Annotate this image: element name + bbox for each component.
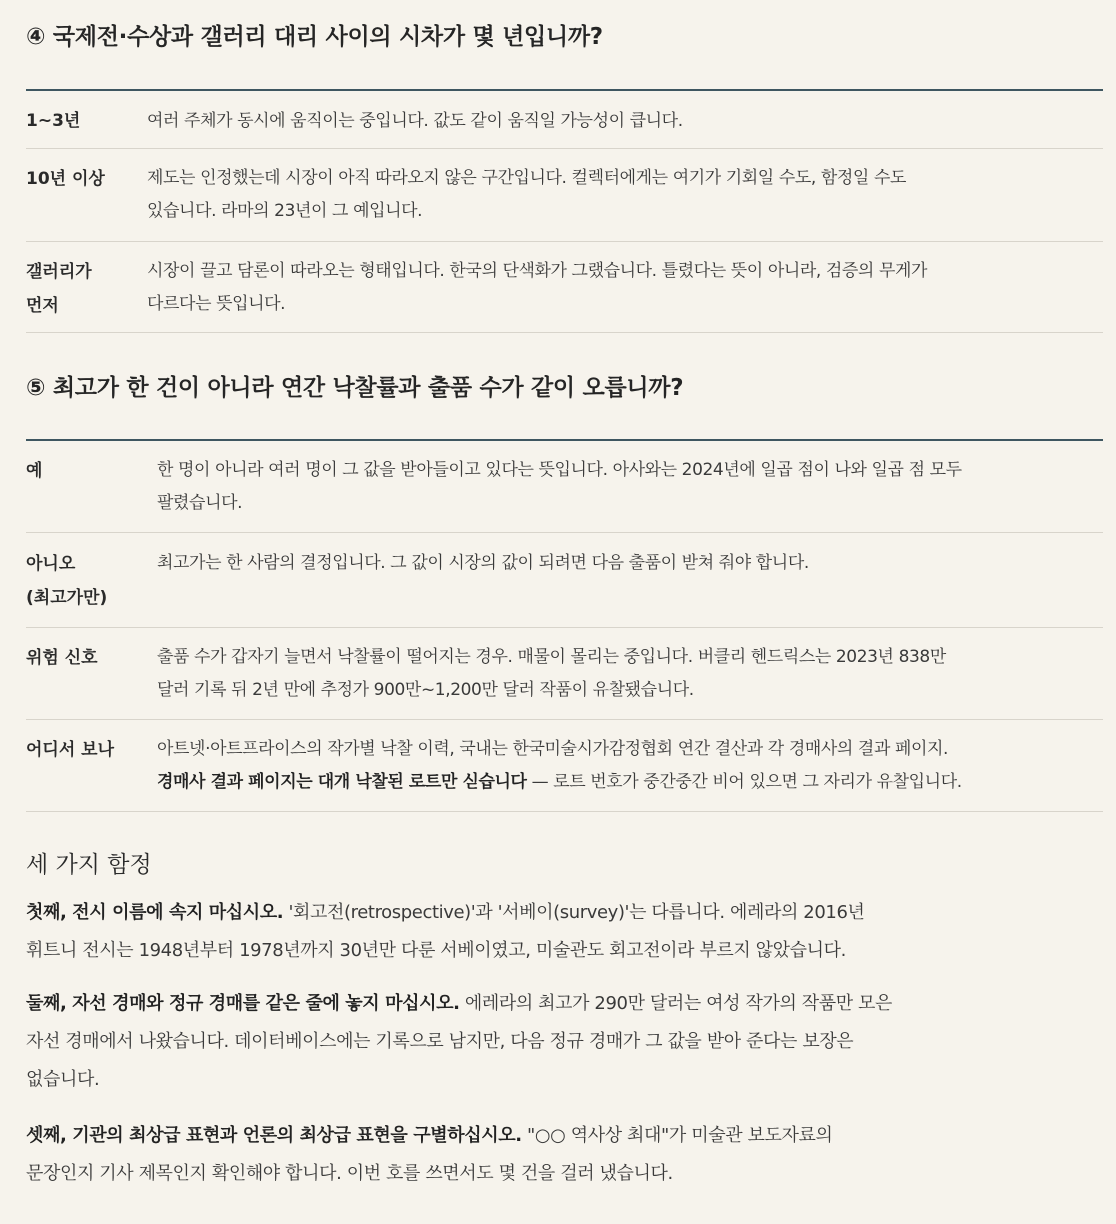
trap-paragraph-3: 셋째, 기관의 최상급 표현과 언론의 최상급 표현을 구별하십시오. "○○ 역사상 최대"가 미술관 보도자료의 문장인지 기사 제목인지 확인해야 합니다. 이번 호를 쓰면서도 몇 건을 걸러 냈습니다. [26, 1125, 833, 1184]
question-5-table [26, 439, 1103, 812]
row-label: 어디서 보나 [26, 740, 115, 760]
row-label: 1~3년 [26, 111, 81, 131]
row-description: 아트넷·아트프라이스의 작가별 낙찰 이력, 국내는 한국미술시가감정협회 연간 결산과 각 경매사의 결과 페이지. 경매사 결과 페이지는 대개 낙찰된 로트만 싣습니다 — 로트 번호가 중간중간 비어 있으면 그 자리가 유찰입니다. [157, 739, 962, 792]
bold-emphasis: 경매사 결과 페이지는 대개 낙찰된 로트만 싣습니다 [157, 772, 527, 792]
trap-paragraph-2: 둘째, 자선 경매와 정규 경매를 같은 줄에 놓지 마십시오. 에레라의 최고가 290만 달러는 여성 작가의 작품만 모은 자선 경매에서 나왔습니다. 데이터베이스에는 기록으로 남지만, 다음 정규 경매가 그 값을 받아 준다는 보장은 없습니다. [26, 993, 893, 1090]
question-4-title: ④ 국제전·수상과 갤러리 대리 사이의 시차가 몇 년입니까? [26, 24, 603, 50]
table-row [26, 91, 1103, 149]
question-5-title: ⑤ 최고가 한 건이 아니라 연간 낙찰률과 출품 수가 같이 오릅니까? [26, 375, 684, 401]
row-description: 최고가는 한 사람의 결정입니다. 그 값이 시장의 값이 되려면 다음 출품이 받쳐 줘야 합니다. [157, 553, 809, 573]
question-4-table [26, 89, 1103, 333]
trap-lead: 둘째, 자선 경매와 정규 경매를 같은 줄에 놓지 마십시오. [26, 993, 460, 1014]
table-row [26, 720, 1103, 812]
row-label: 10년 이상 [26, 169, 105, 189]
trap-lead: 첫째, 전시 이름에 속지 마십시오. [26, 902, 284, 923]
row-description: 출품 수가 갑자기 늘면서 낙찰률이 떨어지는 경우. 매물이 몰리는 중입니다. 버클리 헨드릭스는 2023년 838만 달러 기록 뒤 2년 만에 추정가 900만~1,200만 달러 작품이 유찰됐습니다. [157, 647, 946, 700]
trap-paragraph-1: 첫째, 전시 이름에 속지 마십시오. '회고전(retrospective)'과 '서베이(survey)'는 다릅니다. 에레라의 2016년 휘트니 전시는 1948년부터 1978년까지 30년만 다룬 서베이였고, 미술관도 회고전이라 부르지 않았습니다. [26, 902, 865, 961]
row-description: 시장이 끌고 담론이 따라오는 형태입니다. 한국의 단색화가 그랬습니다. 틀렸다는 뜻이 아니라, 검증의 무게가 다르다는 뜻입니다. [147, 261, 928, 314]
table-row [26, 533, 1103, 628]
trap-lead: 셋째, 기관의 최상급 표현과 언론의 최상급 표현을 구별하십시오. [26, 1125, 522, 1146]
row-label: 위험 신호 [26, 648, 98, 668]
row-label: 예 [26, 461, 43, 481]
row-description: 여러 주체가 동시에 움직이는 중입니다. 값도 같이 움직일 가능성이 큽니다. [147, 111, 683, 131]
row-description: 제도는 인정했는데 시장이 아직 따라오지 않은 구간입니다. 컬렉터에게는 여기가 기회일 수도, 함정일 수도 있습니다. 라마의 23년이 그 예입니다. [147, 168, 906, 221]
row-description: 한 명이 아니라 여러 명이 그 값을 받아들이고 있다는 뜻입니다. 아사와는 2024년에 일곱 점이 나와 일곱 점 모두 팔렸습니다. [157, 460, 962, 513]
table-row [26, 441, 1103, 533]
table-row [26, 242, 1103, 333]
traps-heading: 세 가지 함정 [26, 852, 152, 878]
row-label: 아니오 (최고가만) [26, 554, 108, 608]
table-row [26, 149, 1103, 242]
table-row [26, 628, 1103, 720]
row-label: 갤러리가 먼저 [26, 262, 92, 316]
